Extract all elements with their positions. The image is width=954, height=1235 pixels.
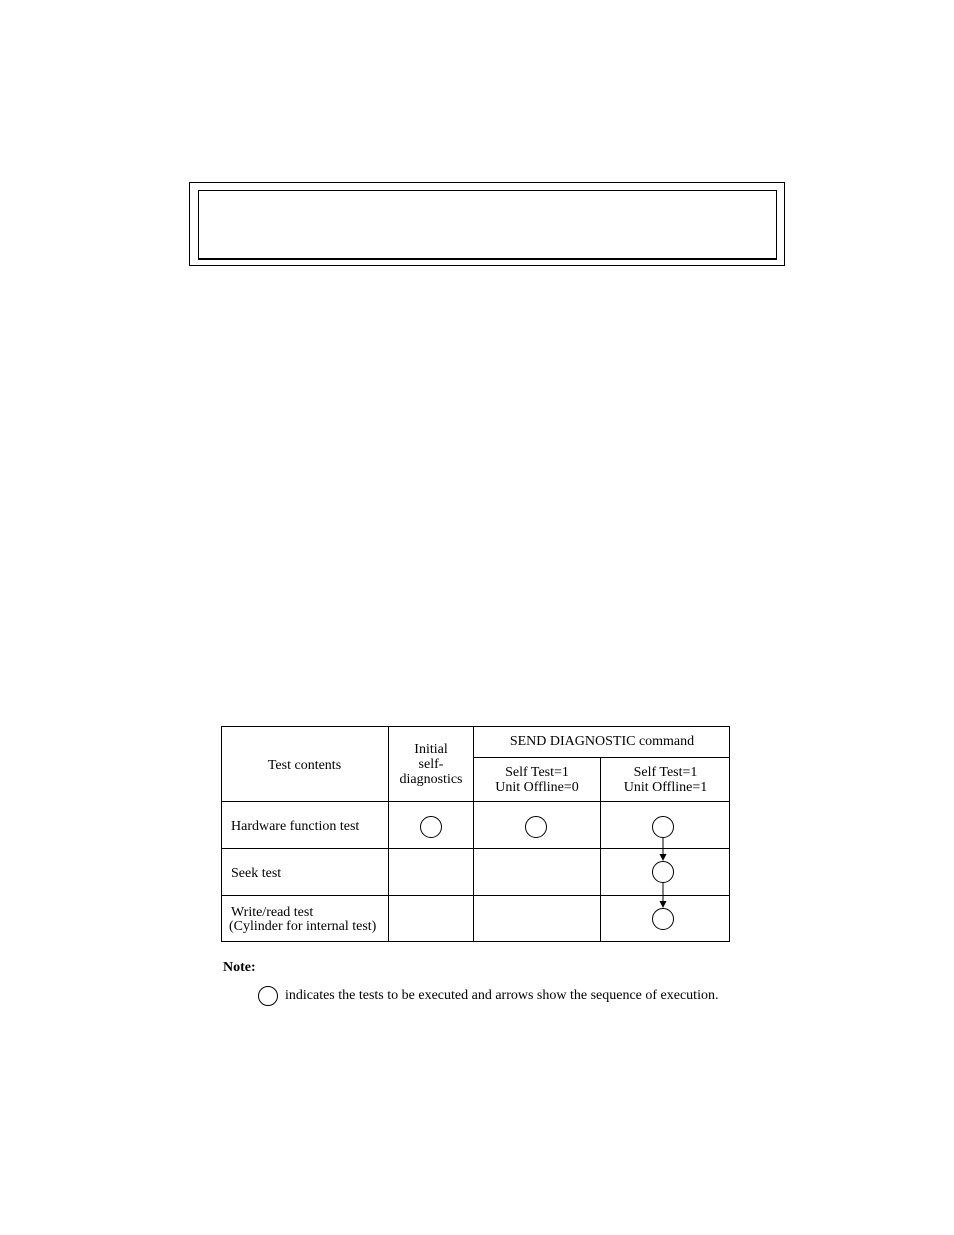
header-offline0-line-1: Self Test=1 <box>505 765 569 780</box>
header-send-diagnostic: SEND DIAGNOSTIC command <box>509 734 695 749</box>
row-label-write-read-sub: (Cylinder for internal test) <box>229 919 377 934</box>
note-text: indicates the tests to be executed and arrows show the sequence of execution. <box>285 988 719 1003</box>
exec-circle-hw-initial <box>421 817 442 838</box>
diagnostics-table <box>221 726 730 942</box>
note-title: Note: <box>223 960 256 975</box>
header-frame <box>189 182 785 266</box>
note-line <box>258 985 718 1007</box>
header-initial-line-3: diagnostics <box>399 772 463 787</box>
sequence-arrow-2-head <box>660 901 667 908</box>
header-offline1-line-1: Self Test=1 <box>633 765 698 780</box>
exec-circle-hw-offline0 <box>526 817 547 838</box>
header-test-contents: Test contents <box>267 758 342 773</box>
header-offline1-line-2: Unit Offline=1 <box>623 780 708 795</box>
circle-legend-icon <box>258 986 278 1006</box>
exec-circle-rw-offline1 <box>653 909 674 930</box>
header-initial-line-2: self- <box>418 757 444 772</box>
row-label-hardware-test: Hardware function test <box>231 819 360 834</box>
exec-circle-hw-offline1 <box>653 817 674 838</box>
sequence-arrow-1-head <box>660 854 667 861</box>
row-label-write-read-test: Write/read test <box>231 905 314 920</box>
header-inner-frame <box>198 190 777 260</box>
header-offline0-line-2: Unit Offline=0 <box>495 780 579 795</box>
row-label-seek-test: Seek test <box>231 866 282 881</box>
exec-circle-seek-offline1 <box>653 862 674 883</box>
header-initial-line-1: Initial <box>414 742 448 757</box>
